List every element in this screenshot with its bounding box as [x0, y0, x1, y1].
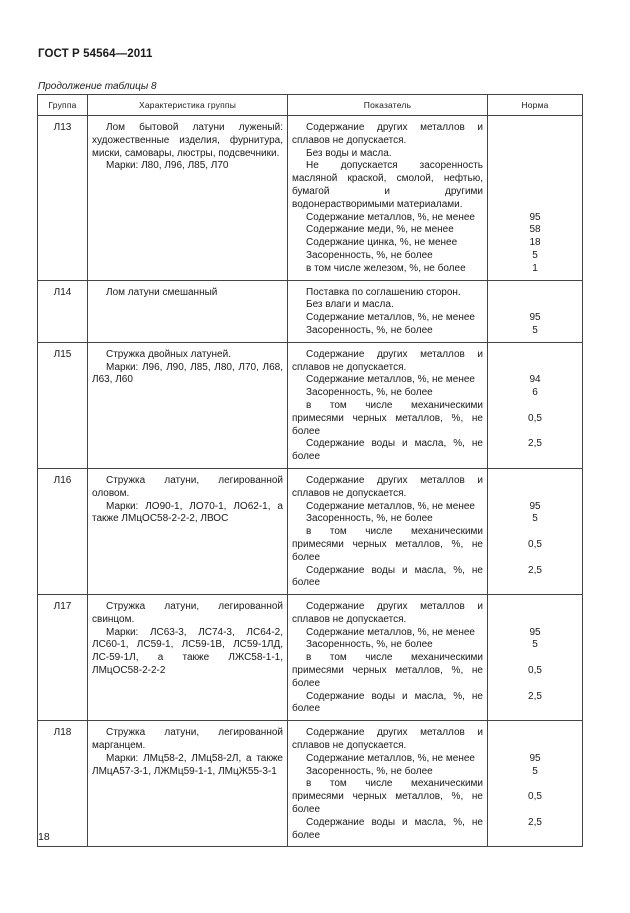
norm-value [492, 287, 578, 300]
indicator-line: Засоренность, %, не более [306, 324, 433, 336]
column-header-indicator: Показатель [288, 95, 488, 116]
characteristic-paragraph: Стружка двойных латуней. [106, 348, 231, 360]
norm-value: 5 [532, 249, 538, 261]
document-header: ГОСТ Р 54564—2011 [38, 48, 153, 60]
norm-values [488, 116, 583, 281]
page-number: 18 [38, 831, 50, 843]
table-header-row [38, 95, 583, 116]
indicator-line: Засоренность, %, не более [306, 513, 433, 525]
group-code: Л18 [38, 721, 88, 847]
indicator-line: Засоренность, %, не более [306, 387, 433, 399]
indicator-line: Содержание металлов, %, не менее [306, 752, 475, 764]
indicator-line: в том числе механическими примесями черных металлов, %, не более [292, 652, 483, 689]
indicator-line: Содержание меди, %, не менее [306, 224, 454, 236]
norm-value [492, 122, 578, 148]
indicator-line: Содержание воды и масла, %, не более [292, 690, 483, 715]
table-row [38, 595, 583, 721]
characteristic-paragraph: Марки: ЛС63-3, ЛС74-3, ЛС64-2, ЛС60-1, ЛС59-1, ЛС59-1В, ЛС59-1ЛД, ЛС-59-1Л, а также ЛЖС58-1-1, ЛМцОС58-2-2-2 [92, 626, 283, 677]
norm-value [492, 601, 578, 627]
indicator-list [288, 280, 488, 342]
indicator-list [288, 595, 488, 721]
norm-values [488, 280, 583, 342]
group-characteristic [88, 468, 288, 594]
indicator-line: Не допускается засоренность масляной краской, смолой, нефтью, бумагой и другими водонерастворимыми материалами. [292, 160, 483, 210]
group-characteristic [88, 116, 288, 281]
characteristic-paragraph: Стружка латуни, легированной марганцем. [92, 727, 283, 752]
characteristic-paragraph: Стружка латуни, легированной оловом. [92, 474, 283, 499]
norm-value: 94 [529, 374, 541, 386]
group-characteristic [88, 595, 288, 721]
group-characteristic [88, 721, 288, 847]
norm-values [488, 468, 583, 594]
group-code: Л13 [38, 116, 88, 281]
indicator-line: Содержание цинка, %, не менее [306, 237, 458, 249]
norm-value: 2,5 [528, 690, 542, 702]
indicator-list [288, 116, 488, 281]
indicator-line: Содержание воды и масла, %, не более [292, 438, 483, 463]
norm-value: 2,5 [528, 438, 542, 450]
indicator-line: в том числе механическими примесями черных металлов, %, не более [292, 526, 483, 563]
table-row [38, 280, 583, 342]
indicator-line: Содержание металлов, %, не менее [306, 312, 475, 324]
indicator-list [288, 721, 488, 847]
characteristic-paragraph: Лом латуни смешанный [106, 286, 218, 298]
norm-value: 5 [532, 324, 538, 336]
indicator-line: Содержание металлов, %, не менее [306, 626, 475, 638]
table-body [38, 116, 583, 847]
indicator-line: в том числе механическими примесями черных металлов, %, не более [292, 778, 483, 816]
norm-value: 0,5 [528, 412, 542, 424]
norm-value: 58 [529, 224, 541, 236]
indicator-line: Содержание других металлов и сплавов не допускается. [292, 474, 483, 499]
indicator-line: Содержание других металлов и сплавов не допускается. [292, 348, 483, 373]
indicator-line: Содержание воды и масла, %, не более [292, 564, 483, 589]
norm-value: 5 [532, 765, 538, 777]
norm-value: 0,5 [528, 791, 542, 803]
norm-value: 0,5 [528, 665, 542, 677]
indicator-list [288, 468, 488, 594]
norm-value [492, 727, 578, 753]
indicator-line: Содержание металлов, %, не менее [306, 500, 475, 512]
indicator-line: Содержание других металлов и сплавов не допускается. [292, 601, 483, 625]
norm-value: 0,5 [528, 538, 542, 550]
norm-value: 5 [532, 513, 538, 525]
characteristic-paragraph: Стружка латуни, легированной свинцом. [92, 601, 283, 625]
norm-value: 2,5 [528, 816, 542, 828]
indicator-list [288, 342, 488, 468]
group-code: Л15 [38, 342, 88, 468]
column-header-characteristic: Характеристика группы [88, 95, 288, 116]
norm-value: 1 [532, 262, 538, 274]
indicator-line: Без влаги и масла. [306, 299, 394, 311]
norm-value: 95 [529, 500, 541, 512]
norm-value: 5 [532, 639, 538, 651]
group-code: Л16 [38, 468, 88, 594]
group-code: Л17 [38, 595, 88, 721]
norm-value [492, 299, 578, 312]
norm-value: 18 [529, 237, 541, 249]
norm-value: 6 [532, 387, 538, 399]
indicator-line: в том числе железом, %, не более [306, 262, 466, 274]
indicator-line: Содержание других металлов и сплавов не допускается. [292, 727, 483, 752]
indicator-line: Засоренность, %, не более [306, 639, 433, 651]
characteristic-paragraph: Марки: ЛО90-1, ЛО70-1, ЛО62-1, а также ЛМцОС58-2-2-2, ЛВОС [92, 500, 283, 525]
indicator-line: Без воды и масла. [306, 147, 392, 159]
norm-value: 95 [529, 312, 541, 324]
table-continuation-caption: Продолжение таблицы 8 [38, 81, 157, 92]
table-row [38, 468, 583, 594]
norm-values [488, 721, 583, 847]
norm-value: 95 [529, 211, 541, 223]
column-header-group: Группа [38, 95, 88, 116]
table-row [38, 342, 583, 468]
column-header-norm: Норма [488, 95, 583, 116]
indicator-line: Содержание металлов, %, не менее [306, 374, 475, 386]
group-code: Л14 [38, 280, 88, 342]
norm-value [492, 160, 578, 211]
group-characteristic [88, 342, 288, 468]
table-row [38, 116, 583, 281]
norm-value: 95 [529, 752, 541, 764]
table-row [38, 721, 583, 847]
norm-value: 95 [529, 626, 541, 638]
indicator-line: Содержание металлов, %, не менее [306, 211, 475, 223]
indicator-line: Содержание воды и масла, %, не более [292, 816, 483, 841]
characteristic-paragraph: Марки: Л80, Л96, Л85, Л70 [106, 160, 229, 172]
characteristic-paragraph: Лом бытовой латуни луженый: художественные изделия, фурнитура, миски, самовары, люстры, подсвечники. [92, 122, 283, 159]
indicator-line: в том числе механическими примесями черных металлов, %, не более [292, 399, 483, 437]
norm-values [488, 595, 583, 721]
norm-value [492, 148, 578, 161]
specification-table [37, 94, 583, 847]
indicator-line: Поставка по соглашению сторон. [306, 286, 461, 298]
indicator-line: Содержание других металлов и сплавов не допускается. [292, 122, 483, 146]
group-characteristic [88, 280, 288, 342]
characteristic-paragraph: Марки: Л96, Л90, Л85, Л80, Л70, Л68, Л63, Л60 [92, 361, 283, 386]
norm-value [492, 475, 578, 501]
norm-values [488, 342, 583, 468]
norm-value: 2,5 [528, 564, 542, 576]
indicator-line: Засоренность, %, не более [306, 765, 433, 777]
norm-value [492, 349, 578, 375]
characteristic-paragraph: Марки: ЛМц58-2, ЛМц58-2Л, а также ЛМцА57-3-1, ЛЖМц59-1-1, ЛМцЖ55-3-1 [92, 752, 283, 777]
indicator-line: Засоренность, %, не более [306, 249, 433, 261]
